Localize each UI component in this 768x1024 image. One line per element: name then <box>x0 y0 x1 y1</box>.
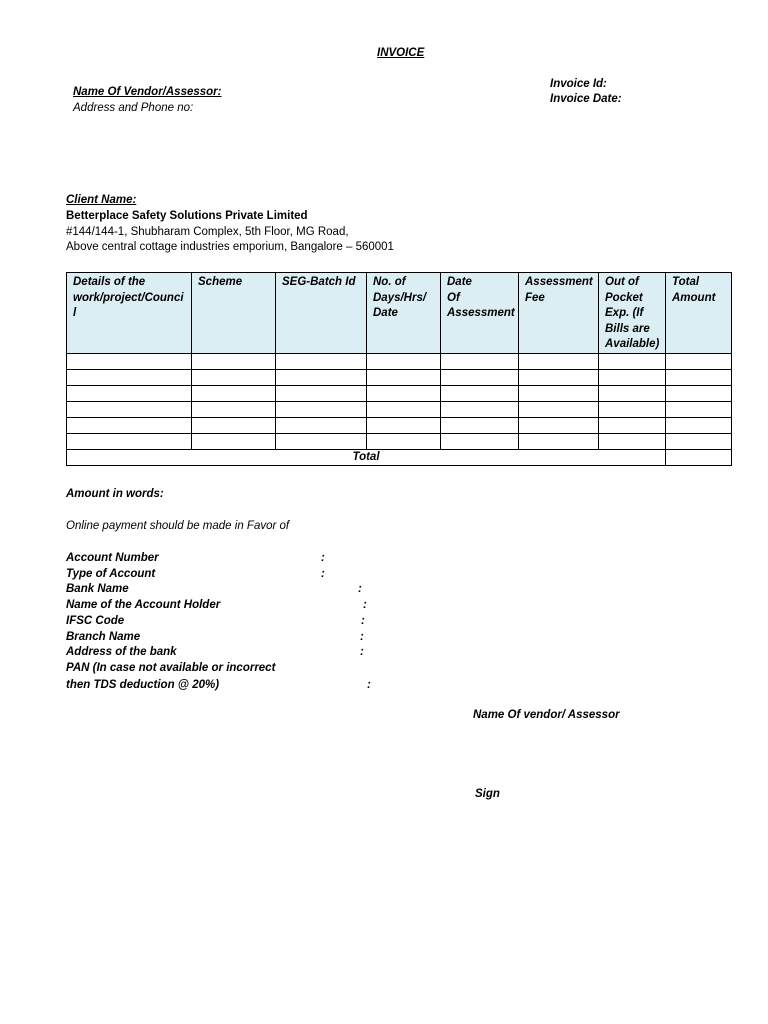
table-row <box>67 353 732 369</box>
table-cell[interactable] <box>599 401 666 417</box>
table-cell[interactable] <box>192 369 276 385</box>
invoice-id-label: Invoice Id: <box>550 78 607 90</box>
table-cell[interactable] <box>192 385 276 401</box>
table-cell[interactable] <box>367 385 441 401</box>
table-cell[interactable] <box>666 417 732 433</box>
table-header-cell <box>441 273 519 354</box>
table-cell[interactable] <box>599 385 666 401</box>
table-row <box>67 385 732 401</box>
table-cell[interactable] <box>519 401 599 417</box>
table-cell[interactable] <box>599 353 666 369</box>
table-cell[interactable] <box>666 353 732 369</box>
total-row <box>67 449 732 465</box>
table-cell[interactable] <box>519 417 599 433</box>
header-text: Bills are <box>605 322 650 335</box>
table-row <box>67 369 732 385</box>
table-cell[interactable] <box>67 385 192 401</box>
table-cell[interactable] <box>441 353 519 369</box>
vendor-address-label: Address and Phone no: <box>73 102 194 114</box>
table-cell[interactable] <box>192 417 276 433</box>
amount-in-words-label: Amount in words: <box>66 488 164 500</box>
header-text: Pocket <box>605 291 643 304</box>
header-text: No. of <box>373 276 406 288</box>
bank-field-colon: : <box>321 552 325 564</box>
header-text: Details of the <box>73 276 146 288</box>
header-text: SEG-Batch Id <box>282 276 356 288</box>
table-header-cell <box>367 273 441 354</box>
total-amount-cell[interactable] <box>666 449 732 465</box>
sign-label: Sign <box>475 788 500 800</box>
table-cell[interactable] <box>367 417 441 433</box>
table-cell[interactable] <box>441 369 519 385</box>
client-name-label: Client Name: <box>66 194 137 206</box>
table-cell[interactable] <box>666 385 732 401</box>
header-text: Of <box>447 291 460 304</box>
pan-label-line1: PAN (In case not available or incorrect <box>66 662 276 674</box>
table-cell[interactable] <box>192 353 276 369</box>
client-address-line2: Above central cottage industries emporium, Bangalore – 560001 <box>66 241 394 253</box>
vendor-name-label: Name Of Vendor/Assessor: <box>73 86 222 98</box>
table-cell[interactable] <box>67 401 192 417</box>
table-cell[interactable] <box>519 433 599 449</box>
table-cell[interactable] <box>367 353 441 369</box>
header-text: Days/Hrs/ <box>373 291 427 304</box>
table-header-cell <box>192 273 276 354</box>
table-cell[interactable] <box>367 401 441 417</box>
header-text: Out of <box>605 276 639 288</box>
header-text: l <box>73 307 77 319</box>
table-cell[interactable] <box>441 385 519 401</box>
bank-field-colon: : <box>360 646 364 658</box>
table-header-cell <box>666 273 732 354</box>
header-text: Scheme <box>198 276 243 288</box>
table-cell[interactable] <box>67 353 192 369</box>
table-header-cell <box>67 273 192 354</box>
pan-label-line2: then TDS deduction @ 20%) <box>66 679 220 691</box>
table-cell[interactable] <box>192 401 276 417</box>
table-cell[interactable] <box>441 417 519 433</box>
header-text: Date <box>447 276 472 288</box>
table-cell[interactable] <box>67 369 192 385</box>
header-text: work/project/Counci <box>73 291 184 304</box>
header-text: Assessment <box>525 276 593 288</box>
header-text: Exp. (If <box>605 307 644 319</box>
bank-field-colon: : <box>358 583 362 595</box>
table-cell[interactable] <box>666 433 732 449</box>
bank-field-colon: : <box>360 631 364 643</box>
bank-field-label: Address of the bank <box>66 646 177 658</box>
table-cell[interactable] <box>599 433 666 449</box>
table-cell[interactable] <box>599 369 666 385</box>
bank-field-colon: : <box>321 568 325 580</box>
table-cell[interactable] <box>666 401 732 417</box>
table-header-cell <box>519 273 599 354</box>
bank-field-label: Name of the Account Holder <box>66 599 221 611</box>
bank-field-label: Branch Name <box>66 631 141 643</box>
bank-field-label: Account Number <box>66 552 159 564</box>
bank-field-colon: : <box>363 599 367 611</box>
table-cell[interactable] <box>67 433 192 449</box>
bank-field-label: IFSC Code <box>66 615 125 627</box>
table-cell[interactable] <box>67 417 192 433</box>
invoice-title: INVOICE <box>377 47 425 59</box>
table-cell[interactable] <box>367 433 441 449</box>
table-cell[interactable] <box>276 353 367 369</box>
payment-note: Online payment should be made in Favor of <box>66 520 290 532</box>
table-row <box>67 417 732 433</box>
bank-field-colon: : <box>361 615 365 627</box>
bank-field-label: Type of Account <box>66 568 156 580</box>
table-cell[interactable] <box>276 369 367 385</box>
table-cell[interactable] <box>519 385 599 401</box>
header-text: Fee <box>525 291 545 304</box>
table-cell[interactable] <box>441 401 519 417</box>
table-cell[interactable] <box>276 417 367 433</box>
table-cell[interactable] <box>666 369 732 385</box>
table-cell[interactable] <box>276 433 367 449</box>
table-cell[interactable] <box>599 417 666 433</box>
bank-field-label: Bank Name <box>66 583 129 595</box>
table-row <box>67 401 732 417</box>
header-text: Date <box>373 307 398 319</box>
header-text: Total <box>672 276 700 288</box>
table-cell[interactable] <box>276 401 367 417</box>
table-cell[interactable] <box>441 433 519 449</box>
vendor-signature-label: Name Of vendor/ Assessor <box>473 709 620 721</box>
pan-colon: : <box>367 679 371 691</box>
header-text: Assessment <box>447 307 515 319</box>
invoice-table <box>66 272 732 466</box>
client-address-line1: #144/144-1, Shubharam Complex, 5th Floor, MG Road, <box>66 226 349 238</box>
table-row <box>67 433 732 449</box>
table-header-cell <box>276 273 367 354</box>
invoice-date-label: Invoice Date: <box>550 93 622 105</box>
table-cell[interactable] <box>519 353 599 369</box>
table-header-row <box>67 273 732 354</box>
client-name: Betterplace Safety Solutions Private Limited <box>66 210 308 222</box>
table-cell[interactable] <box>519 369 599 385</box>
table-cell[interactable] <box>276 385 367 401</box>
header-text: Available) <box>605 338 660 350</box>
header-text: Amount <box>672 291 716 304</box>
table-cell[interactable] <box>367 369 441 385</box>
table-header-cell <box>599 273 666 354</box>
total-label: Total <box>67 449 666 465</box>
table-cell[interactable] <box>192 433 276 449</box>
